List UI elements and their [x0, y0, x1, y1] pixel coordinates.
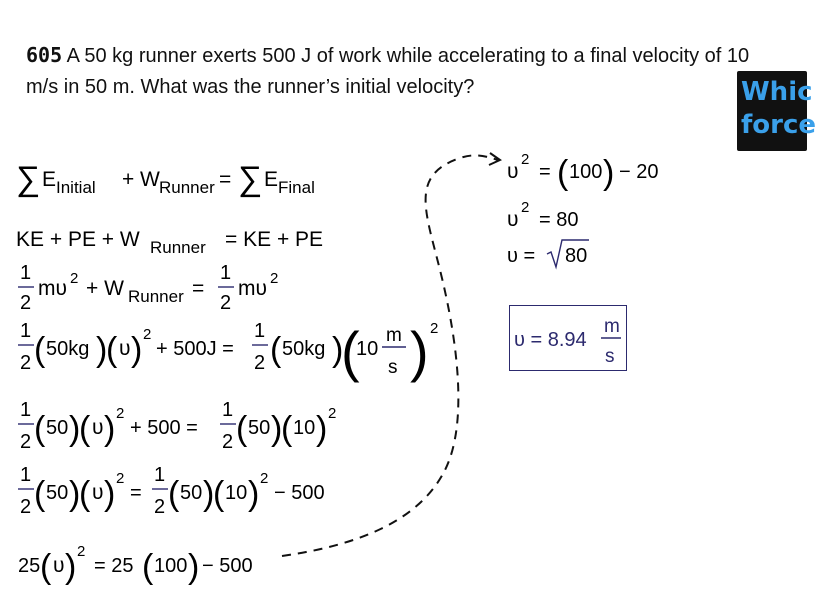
svg-text:10: 10 — [293, 417, 316, 439]
svg-text:(: ( — [34, 475, 46, 513]
svg-text:2: 2 — [328, 405, 337, 422]
svg-text:): ) — [248, 475, 260, 513]
svg-text:=: = — [130, 482, 142, 504]
svg-text:2: 2 — [20, 352, 32, 374]
svg-text:): ) — [410, 320, 429, 383]
svg-text:(: ( — [236, 410, 248, 448]
svg-text:): ) — [131, 331, 143, 369]
svg-text:m: m — [386, 325, 402, 346]
svg-text:υ: υ — [92, 481, 104, 504]
svg-text:υ: υ — [53, 554, 65, 577]
svg-text:=: = — [192, 277, 205, 300]
svg-text:2: 2 — [521, 199, 530, 216]
svg-text:υ: υ — [507, 160, 519, 183]
svg-text:2: 2 — [154, 496, 166, 518]
svg-text:2: 2 — [116, 470, 125, 487]
svg-text:100: 100 — [569, 161, 603, 183]
callout-line-2: force — [741, 110, 816, 140]
svg-text:2: 2 — [143, 326, 152, 343]
svg-text:1: 1 — [154, 464, 166, 486]
equation-isolated — [16, 459, 356, 523]
svg-text:10: 10 — [225, 482, 248, 504]
svg-text:(: ( — [281, 410, 293, 448]
svg-text:(: ( — [142, 548, 154, 586]
svg-text:2: 2 — [254, 352, 266, 374]
svg-text:1: 1 — [254, 320, 266, 342]
svg-text:80: 80 — [565, 245, 588, 267]
svg-text:+ 500 =: + 500 = — [130, 417, 198, 439]
subscript-final: Final — [278, 178, 315, 197]
svg-text:): ) — [203, 475, 215, 513]
svg-text:2: 2 — [222, 431, 234, 453]
svg-text:1: 1 — [20, 320, 32, 342]
equation-substituted — [16, 313, 446, 387]
e-symbol-2: E — [264, 168, 279, 191]
subscript-runner: Runner — [128, 287, 184, 306]
svg-text:): ) — [65, 548, 77, 586]
equation-ke-pe — [16, 222, 336, 258]
svg-text:(: ( — [341, 320, 360, 383]
svg-text:2: 2 — [260, 470, 269, 487]
svg-text:2: 2 — [270, 270, 279, 287]
svg-text:(: ( — [106, 331, 118, 369]
svg-text:(: ( — [168, 475, 180, 513]
equation-right-3 — [505, 234, 625, 274]
svg-text:): ) — [69, 410, 81, 448]
svg-text:=: = — [539, 161, 551, 183]
answer-value: υ = 8.94 — [514, 329, 587, 351]
subscript-initial: Initial — [56, 178, 96, 197]
svg-text:25: 25 — [18, 555, 41, 577]
svg-text:50: 50 — [248, 417, 271, 439]
svg-text:10: 10 — [356, 338, 379, 360]
svg-text:1: 1 — [222, 399, 234, 421]
subscript-runner: Runner — [159, 178, 215, 197]
sigma-symbol: ∑ — [16, 160, 41, 198]
answer-unit-m: m — [604, 316, 620, 337]
svg-text:(: ( — [270, 331, 282, 369]
equation-numeric — [16, 394, 356, 458]
problem-number: 605 — [26, 43, 63, 67]
svg-text:50kg: 50kg — [46, 338, 90, 360]
plus-sign: + — [122, 168, 135, 191]
svg-text:50: 50 — [46, 482, 69, 504]
svg-text:): ) — [271, 410, 283, 448]
svg-text:− 500: − 500 — [274, 482, 325, 504]
equals-sign: = — [219, 168, 232, 191]
svg-text:100: 100 — [154, 555, 188, 577]
svg-text:): ) — [603, 154, 615, 192]
svg-text:50: 50 — [46, 417, 69, 439]
answer-box — [509, 305, 627, 371]
svg-text:(: ( — [79, 475, 91, 513]
svg-text:): ) — [104, 475, 116, 513]
svg-text:υ: υ — [119, 337, 131, 360]
svg-text:+ W: + W — [86, 277, 124, 300]
svg-text:): ) — [69, 475, 81, 513]
svg-text:(: ( — [34, 410, 46, 448]
problem-text: A 50 kg runner exerts 500 J of work while accelerating to a final velocity of 10 m/s in 50 m. What was the runner’s initial velocity? — [26, 45, 750, 98]
svg-text:): ) — [96, 331, 108, 369]
svg-text:(: ( — [40, 548, 52, 586]
svg-text:2: 2 — [77, 543, 86, 560]
svg-text:2: 2 — [20, 292, 32, 314]
svg-text:(: ( — [213, 475, 225, 513]
equation-right-1 — [505, 146, 685, 194]
sigma-symbol-2: ∑ — [238, 160, 263, 198]
svg-text:50kg: 50kg — [282, 338, 326, 360]
svg-text:(: ( — [557, 154, 569, 192]
svg-text:2: 2 — [116, 405, 125, 422]
svg-text:2: 2 — [20, 496, 32, 518]
equation-right-2 — [505, 200, 625, 236]
svg-text:= 25: = 25 — [94, 555, 134, 577]
eq2-lhs: KE + PE + W — [16, 228, 140, 251]
svg-text:υ: υ — [92, 416, 104, 439]
svg-text:− 20: − 20 — [619, 161, 659, 183]
svg-text:1: 1 — [20, 464, 32, 486]
svg-text:1: 1 — [20, 399, 32, 421]
svg-text:50: 50 — [180, 482, 203, 504]
subscript-runner: Runner — [150, 238, 206, 257]
equation-energy-sum — [14, 158, 334, 200]
svg-text:1: 1 — [220, 262, 232, 284]
svg-text:2: 2 — [430, 320, 439, 337]
svg-text:s: s — [388, 357, 398, 378]
svg-text:υ: υ — [507, 208, 519, 231]
answer-unit-s: s — [605, 346, 615, 367]
callout-line-1: Whic — [741, 77, 813, 107]
svg-text:− 500: − 500 — [202, 555, 253, 577]
svg-text:2: 2 — [220, 292, 232, 314]
svg-text:(: ( — [79, 410, 91, 448]
svg-text:1: 1 — [20, 262, 32, 284]
equation-final-left — [16, 536, 286, 584]
svg-text:mυ: mυ — [238, 277, 267, 300]
svg-text:υ =: υ = — [507, 245, 536, 267]
w-symbol: W — [140, 168, 160, 191]
svg-text:2: 2 — [521, 151, 530, 168]
svg-text:): ) — [104, 410, 116, 448]
svg-text:2: 2 — [70, 270, 79, 287]
svg-text:(: ( — [34, 331, 46, 369]
svg-text:): ) — [188, 548, 200, 586]
svg-text:): ) — [332, 331, 344, 369]
eq2-rhs: = KE + PE — [225, 228, 324, 251]
m-upsilon: mυ — [38, 277, 67, 300]
svg-text:2: 2 — [20, 431, 32, 453]
e-symbol: E — [42, 168, 57, 191]
svg-text:+ 500J =: + 500J = — [156, 338, 234, 360]
svg-text:): ) — [316, 410, 328, 448]
svg-text:= 80: = 80 — [539, 209, 579, 231]
